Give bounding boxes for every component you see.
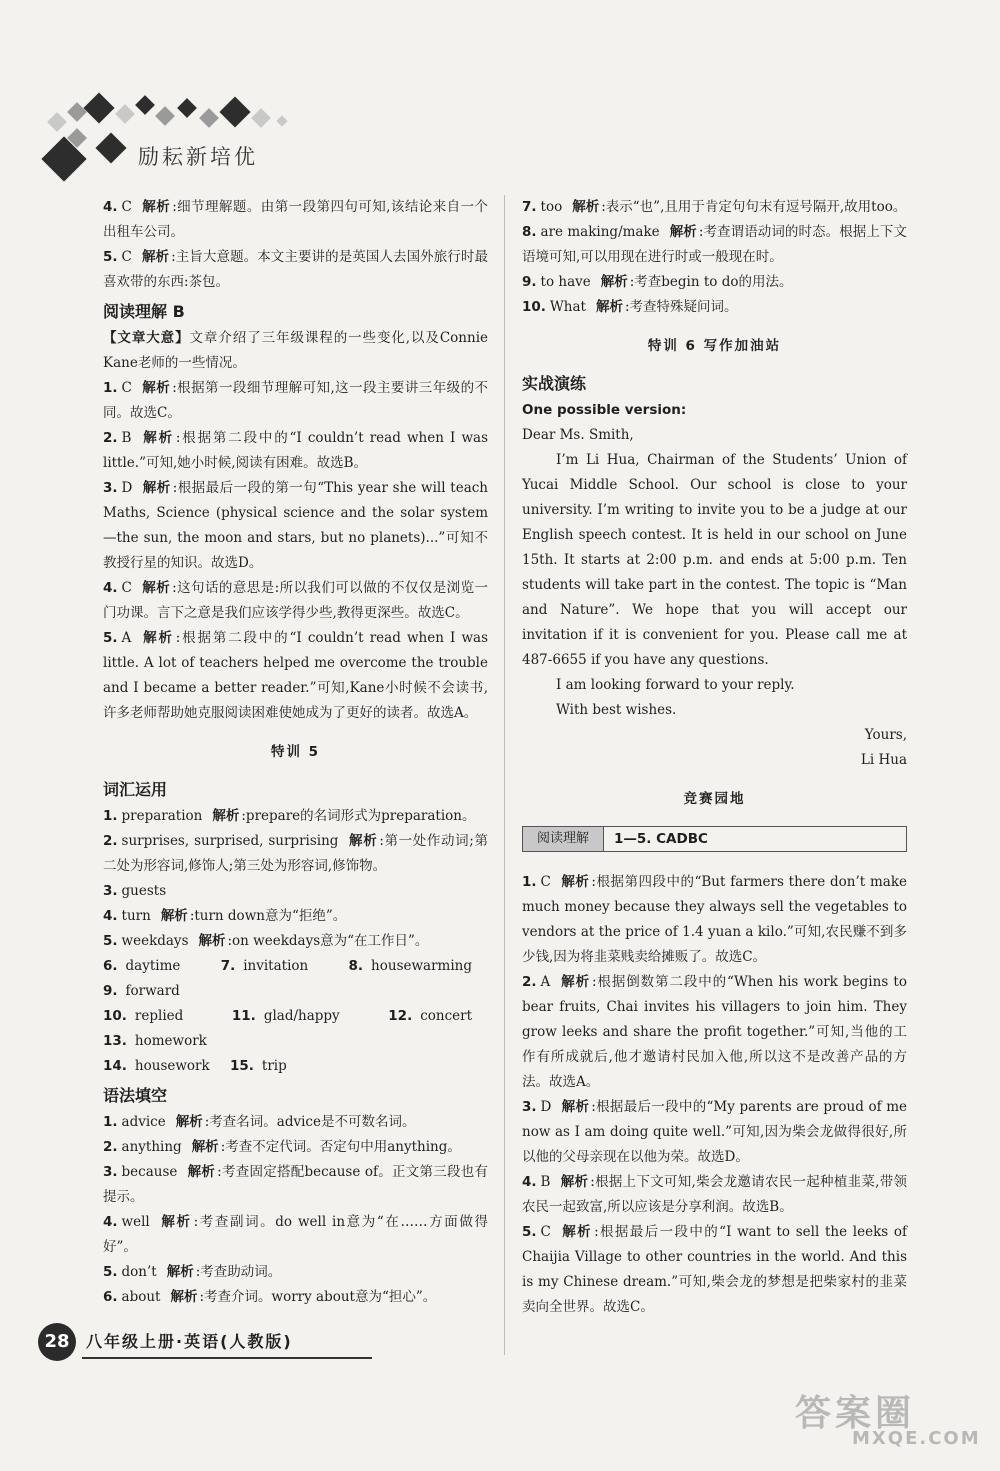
item-number: 1. [522, 874, 537, 890]
item-number: 5. [103, 249, 118, 265]
item-answer: daytime [125, 958, 181, 974]
answer-item [103, 195, 488, 245]
letter-line: I am looking forward to your reply. [556, 677, 795, 693]
item-number: 4. [103, 1214, 118, 1230]
decor-diamond [251, 108, 271, 128]
answer-row [103, 1004, 488, 1054]
item-answer: invitation [243, 958, 309, 974]
decor-diamond [95, 132, 126, 163]
item-answer: advice [121, 1114, 166, 1130]
item-number: 9. [522, 274, 537, 290]
footer-rule [82, 1357, 372, 1359]
item-answer: to have [540, 274, 591, 290]
decor-diamond [199, 108, 219, 128]
answer-item [103, 476, 488, 576]
item-answer: because [121, 1164, 178, 1180]
answer-item [103, 1260, 488, 1285]
item-explanation: :turn down意为“拒绝”。 [189, 908, 347, 924]
item-number: 5. [103, 1264, 118, 1280]
item-number: 3. [103, 883, 118, 899]
answer-row [103, 1054, 488, 1079]
item-explanation: :根据第二段中的“I couldn’t read when I was little.”可知,她小时候,阅读有困难。故选B。 [103, 430, 488, 471]
item-number: 3. [522, 1099, 537, 1115]
section-title: 语法填空 [103, 1086, 168, 1105]
item-answer: weekdays [121, 933, 189, 949]
item-answer: B [121, 430, 132, 446]
item-answer: don’t [121, 1264, 157, 1280]
left-column [103, 195, 488, 1310]
item-answer: C [540, 1224, 551, 1240]
item-number: 12. [388, 1008, 413, 1024]
item-explanation: :考查介词。worry about意为“担心”。 [199, 1289, 437, 1305]
item-answer: D [121, 480, 133, 496]
item-number: 1. [103, 1114, 118, 1130]
item-explanation: :根据第一段细节理解可知,这一段主要讲三年级的不同。故选C。 [103, 380, 489, 421]
decor-diamond [219, 96, 250, 127]
item-tag: 解析 [159, 1214, 192, 1230]
item-answer: surprises, surprised, surprising [121, 833, 339, 849]
footer-title: 八年级上册·英语(人教版) [86, 1332, 293, 1351]
item-explanation: :这句话的意思是:所以我们可以做的不仅仅是浏览一门功课。言下之意是我们应该学得少些,教得更深些。故选C。 [103, 580, 488, 621]
item-tag: 解析 [141, 430, 174, 446]
item-number: 4. [103, 908, 118, 924]
item-tag: 解析 [560, 1174, 589, 1190]
item-tag: 解析 [187, 1164, 216, 1180]
item-answer: D [540, 1099, 552, 1115]
item-number: 5. [522, 1224, 537, 1240]
item-answer: homework [134, 1033, 207, 1049]
item-tag: 解析 [212, 808, 240, 824]
answer-item [103, 879, 488, 904]
watermark-url: MXQE.COM [852, 1428, 981, 1449]
answer-item [522, 870, 907, 970]
item-tag: 解析 [141, 380, 171, 396]
item-number: 4. [103, 580, 118, 596]
answer-item [103, 1160, 488, 1210]
item-explanation: :细节理解题。由第一段第四句可知,该结论来自一个出租车公司。 [103, 199, 489, 240]
unit-title: 竞赛园地 [683, 791, 746, 807]
item-tag: 解析 [160, 908, 188, 924]
item-explanation: :考查固定搭配because of。正文第三段也有提示。 [103, 1164, 488, 1205]
item-answer: guests [121, 883, 167, 899]
item-tag: 解析 [166, 1264, 194, 1280]
letter-signature: Li Hua [860, 752, 907, 768]
item-number: 10. [522, 299, 546, 315]
item-tag: 解析 [141, 580, 171, 596]
item-answer: too [540, 199, 563, 215]
item-explanation: :第一处作动词;第二处为形容词,修饰人;第三处为形容词,修饰物。 [103, 833, 488, 874]
item-explanation: :根据第二段中的“I couldn’t read when I was little. A lot of teachers helped me overcome the trouble and I became a better reader.”可知,Kane小时候不会读书,许多老师帮助她克服阅读困难使她成为了更好的读者。故选A。 [103, 630, 488, 721]
item-number: 1. [103, 808, 118, 824]
item-answer: C [121, 380, 132, 396]
item-explanation: :考查特殊疑问词。 [624, 299, 738, 315]
answer-item [103, 1210, 488, 1260]
page-number: 28 [38, 1323, 76, 1361]
answer-item [522, 1095, 907, 1170]
item-explanation: :考查begin to do的用法。 [629, 274, 793, 290]
answer-item [522, 295, 907, 320]
item-answer: turn [121, 908, 151, 924]
decor-diamond [47, 112, 67, 132]
item-number: 10. [103, 1008, 127, 1024]
answer-item [103, 1285, 488, 1310]
item-explanation: :主旨大意题。本文主要讲的是英国人去国外旅行时最喜欢带的东西:茶包。 [103, 249, 488, 290]
item-answer: C [121, 199, 132, 215]
summary-text: 文章介绍了三年级课程的一些变化,以及Connie Kane老师的一些情况。 [103, 330, 488, 371]
answer-item [522, 195, 907, 220]
item-explanation: :考查助动词。 [195, 1264, 282, 1280]
item-number: 2. [103, 833, 118, 849]
item-number: 6. [103, 958, 118, 974]
item-explanation: :考查副词。do well in意为“在……方面做得好”。 [103, 1214, 488, 1255]
item-answer: forward [125, 983, 180, 999]
unit-title: 特训 6 写作加油站 [647, 338, 782, 354]
item-tag: 解析 [348, 833, 378, 849]
item-tag: 解析 [561, 1099, 590, 1115]
item-answer: glad/happy [263, 1008, 340, 1024]
item-explanation: :on weekdays意为“在工作日”。 [227, 933, 429, 949]
item-answer: What [549, 299, 586, 315]
item-answer: anything [121, 1139, 182, 1155]
item-number: 7. [522, 199, 537, 215]
summary [103, 326, 488, 376]
letter-body: I’m Li Hua, Chairman of the Students’ Union of Yucai Middle School. Our school is close to your university. I’m writing to invite you to be a judge at our English speech contest. It is held in our school on June 15th. It starts at 2:00 p.m. and ends at 5:00 p.m. Ten students will take part in the contest. The topic is “Man and Nature”. We hope that you will accept our invitation if it is convenient for you. Please call me at 487-6655 if you have any questions. [522, 452, 907, 668]
item-tag: 解析 [142, 480, 171, 496]
right-column [522, 195, 907, 1320]
item-tag: 解析 [595, 299, 623, 315]
answer-item [103, 626, 488, 726]
item-tag: 解析 [669, 224, 697, 240]
item-answer: well [121, 1214, 150, 1230]
item-number: 1. [103, 380, 118, 396]
answer-item [103, 829, 488, 879]
item-number: 13. [103, 1033, 127, 1049]
item-tag: 解析 [572, 199, 600, 215]
answer-box [522, 826, 907, 852]
item-number: 14. [103, 1058, 127, 1074]
column-divider [504, 195, 505, 1355]
decor-diamond [67, 102, 87, 122]
decor-diamond [276, 115, 287, 126]
answer-item [103, 904, 488, 929]
item-tag: 解析 [170, 1289, 198, 1305]
item-explanation: :考查谓语动词的时态。根据上下文语境可知,可以用现在进行时或一般现在时。 [522, 224, 907, 265]
item-number: 11. [231, 1008, 256, 1024]
item-explanation: :根据上下文可知,柴会龙邀请农民一起种植韭菜,带领农民一起致富,所以应该是分享利润。故选B。 [522, 1174, 907, 1215]
decor-diamond [177, 98, 197, 118]
answer-item [103, 376, 488, 426]
item-answer: about [121, 1289, 161, 1305]
item-number: 2. [522, 974, 537, 990]
item-answer: are making/make [540, 224, 660, 240]
letter-greeting: Dear Ms. Smith, [522, 427, 634, 443]
answer-item [103, 576, 488, 626]
item-explanation: :根据最后一段的第一句“This year she will teach Maths, Science (physical science and the solar system—the sun, the moon and stars, but no planets)...”可知不教授行星的知识。故选D。 [103, 480, 489, 571]
answer-item [103, 929, 488, 954]
item-explanation: :根据最后一段中的“My parents are proud of me now as I am doing quite well.”可知,因为柴会龙做得很好,所以他的父母亲现在以他为荣。故选D。 [522, 1099, 907, 1165]
item-answer: trip [261, 1058, 287, 1074]
answer-item [522, 1220, 907, 1320]
item-number: 8. [348, 958, 364, 974]
item-answer: C [121, 580, 132, 596]
answer-item [522, 1170, 907, 1220]
item-number: 6. [103, 1289, 118, 1305]
item-answer: A [540, 974, 551, 990]
section-title: 阅读理解 B [103, 302, 185, 321]
item-answer: B [540, 1174, 551, 1190]
item-explanation: :根据倒数第二段中的“When his work begins to bear fruits, Chai invites his villagers to join him. They grow leeks and share the profit together.”可知,当他的工作有所成就后,他才邀请村民加入他,所以这不是改善产品的方法。故选A。 [522, 974, 907, 1090]
summary-tag: 【文章大意】 [103, 330, 190, 346]
item-explanation: :根据第四段中的“But farmers there don’t make much money because they always sell the vegetables to vendors at the price of 1.4 yuan a kilo.”可知,农民赚不到多少钱,因为将韭菜贱卖给摊贩了。故选C。 [522, 874, 908, 965]
item-answer: housework [134, 1058, 210, 1074]
item-tag: 解析 [141, 199, 171, 215]
item-number: 4. [103, 199, 118, 215]
item-explanation: :根据最后一段中的“I want to sell the leeks of Chaijia Village to other countries in the world. And this is my Chinese dream.”可知,柴会龙的梦想是把柴家村的韭菜卖向全世界。故选C。 [522, 1224, 907, 1315]
decor-diamond [135, 95, 155, 115]
item-answer: C [540, 874, 551, 890]
item-number: 3. [103, 1164, 118, 1180]
answer-row [103, 954, 488, 1004]
answer-box-value: 1—5. CADBC [614, 831, 708, 847]
item-number: 9. [103, 983, 118, 999]
answer-item [522, 270, 907, 295]
decor-diamond [83, 92, 114, 123]
item-answer: C [121, 249, 132, 265]
watermark: 答案圈 [795, 1393, 916, 1434]
page-header [40, 95, 360, 175]
answer-item [522, 220, 907, 270]
item-tag: 解析 [560, 1224, 593, 1240]
item-tag: 解析 [141, 630, 174, 646]
item-tag: 解析 [600, 274, 628, 290]
letter-version: One possible version: [522, 402, 687, 418]
letter-line: With best wishes. [556, 702, 677, 718]
section-title: 实战演练 [522, 374, 587, 393]
answer-item [103, 245, 488, 295]
item-tag: 解析 [141, 249, 170, 265]
answer-item [103, 804, 488, 829]
answer-item [103, 1135, 488, 1160]
item-explanation: :prepare的名词形式为preparation。 [241, 808, 476, 824]
item-number: 4. [522, 1174, 537, 1190]
brand-title: 励耘新培优 [138, 145, 258, 169]
item-number: 2. [103, 430, 118, 446]
answer-box-label: 阅读理解 [523, 827, 604, 851]
item-number: 5. [103, 933, 118, 949]
answer-item [103, 1110, 488, 1135]
item-answer: preparation [121, 808, 203, 824]
item-answer: A [121, 630, 132, 646]
item-explanation: :表示“也”,且用于肯定句句末有逗号隔开,故用too。 [601, 199, 907, 215]
item-answer: replied [134, 1008, 184, 1024]
decor-diamond [155, 106, 175, 126]
item-tag: 解析 [560, 974, 590, 990]
item-number: 3. [103, 480, 118, 496]
section-title: 词汇运用 [103, 780, 168, 799]
item-number: 5. [103, 630, 118, 646]
letter-closing: Yours, [864, 727, 907, 743]
item-number: 8. [522, 224, 537, 240]
item-tag: 解析 [175, 1114, 203, 1130]
item-number: 2. [103, 1139, 118, 1155]
item-tag: 解析 [560, 874, 590, 890]
unit-title: 特训 5 [270, 744, 321, 760]
answer-item [103, 426, 488, 476]
decor-diamond [115, 104, 135, 124]
answer-item [522, 970, 907, 1095]
item-answer: housewarming [371, 958, 472, 974]
sample-letter [522, 398, 907, 773]
item-number: 7. [220, 958, 236, 974]
item-answer: concert [420, 1008, 473, 1024]
page-footer [38, 1323, 378, 1363]
item-number: 15. [229, 1058, 254, 1074]
item-tag: 解析 [198, 933, 226, 949]
item-explanation: :考查名词。advice是不可数名词。 [204, 1114, 416, 1130]
item-explanation: :考查不定代词。否定句中用anything。 [220, 1139, 461, 1155]
item-tag: 解析 [191, 1139, 219, 1155]
